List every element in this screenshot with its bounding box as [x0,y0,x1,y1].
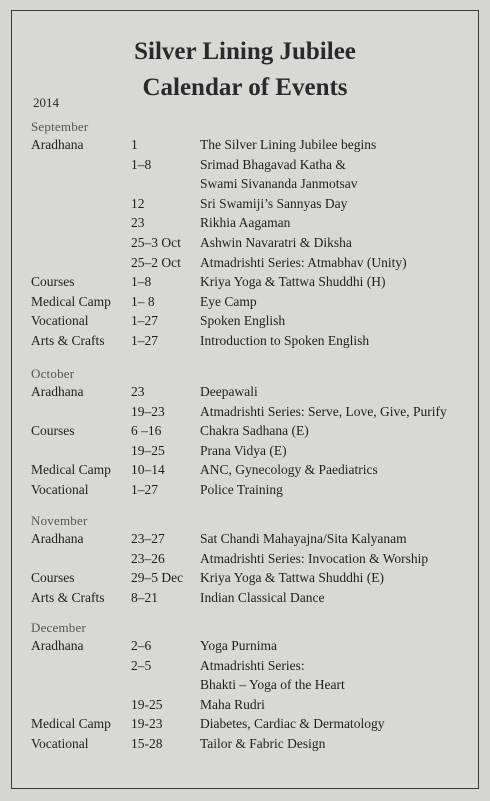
event-date: 19-25 [131,696,163,712]
event-row [0,157,490,177]
event-date: 23–26 [131,550,165,566]
event-category: Vocational [31,736,89,751]
event-date: 25–2 Oct [131,254,181,270]
event-row [0,697,490,717]
event-name: Kriya Yoga & Tattwa Shuddhi (E) [200,570,385,586]
event-date: 23 [131,384,145,399]
event-row [0,255,490,275]
month-heading: September [31,119,89,134]
event-category: Courses [31,570,75,586]
event-row [0,462,490,482]
event-row [0,736,490,756]
event-date: 10–14 [131,462,165,478]
event-row [0,313,490,333]
event-name: Indian Classical Dance [200,589,325,605]
event-name: Swami Sivananda Janmotsav [200,176,358,192]
event-name: Sat Chandi Mahayajna/Sita Kalyanam [200,531,407,546]
month-heading: November [31,513,88,528]
event-name: Deepawali [200,384,258,399]
event-name: Kriya Yoga & Tattwa Shuddhi (H) [200,274,386,290]
event-name: Introduction to Spoken English [200,333,370,348]
page-title: Silver Lining Jubilee [134,38,356,65]
event-row [0,294,490,314]
event-name: ANC, Gynecology & Paediatrics [200,462,378,478]
event-name: Bhakti – Yoga of the Heart [200,677,345,693]
event-row [0,235,490,255]
event-category: Medical Camp [31,462,111,478]
event-category: Courses [31,423,75,439]
event-date: 29–5 Dec [131,570,184,586]
event-row [0,551,490,571]
event-category: Arts & Crafts [31,589,105,605]
event-name: Spoken English [200,313,286,329]
event-row [0,677,490,697]
event-row [0,443,490,463]
month-heading: December [31,620,87,635]
event-name: Sri Swamiji’s Sannyas Day [200,195,348,211]
page-subtitle: Calendar of Events [142,74,348,101]
event-date: 19–25 [131,442,165,458]
event-name: Maha Rudri [200,696,265,712]
event-category: Aradhana [31,638,84,653]
event-date: 15-28 [131,736,163,751]
event-category: Medical Camp [31,293,111,309]
event-row [0,423,490,443]
event-name: Srimad Bhagavad Katha & [200,156,346,172]
event-date: 19–23 [131,403,165,419]
event-category: Aradhana [31,384,84,399]
event-row [0,384,490,404]
event-row [0,638,490,658]
event-row [0,404,490,424]
event-row [0,196,490,216]
event-date: 2–6 [131,638,152,653]
event-row [0,137,490,157]
event-category: Arts & Crafts [31,333,105,348]
event-row [0,482,490,502]
event-date: 12 [131,195,145,211]
event-row [0,333,490,353]
event-name: Prana Vidya (E) [200,442,287,458]
event-date: 6 –16 [131,423,162,439]
event-row [0,570,490,590]
event-name: Atmadrishti Series: [200,657,305,673]
year-label: 2014 [33,95,59,110]
event-row [0,274,490,294]
month-heading: October [31,366,75,381]
event-category: Courses [31,274,75,290]
event-name: Diabetes, Cardiac & Dermatology [200,716,385,732]
event-date: 19-23 [131,716,163,732]
event-date: 2–5 [131,657,152,673]
event-row [0,531,490,551]
event-name: Atmadrishti Series: Serve, Love, Give, Purify [200,403,447,419]
event-date: 1–27 [131,313,158,329]
event-name: Atmadrishti Series: Atmabhav (Unity) [200,254,407,270]
event-name: Chakra Sadhana (E) [200,423,309,439]
event-name: Atmadrishti Series: Invocation & Worship [200,550,429,566]
event-name: Ashwin Navaratri & Diksha [200,235,352,250]
event-row [0,590,490,610]
event-category: Medical Camp [31,716,111,732]
event-date: 1 [131,137,138,152]
event-date: 1–8 [131,274,152,290]
event-date: 1– 8 [131,293,155,309]
event-category: Vocational [31,313,89,329]
event-name: The Silver Lining Jubilee begins [200,137,377,152]
event-row [0,716,490,736]
event-name: Rikhia Aagaman [200,215,291,231]
event-date: 8–21 [131,589,158,605]
event-date: 23–27 [131,531,165,546]
event-date: 23 [131,215,145,231]
event-category: Vocational [31,482,89,497]
event-name: Yoga Purnima [200,638,278,653]
event-name: Eye Camp [200,293,257,309]
event-date: 1–27 [131,482,158,497]
event-date: 1–8 [131,156,152,172]
event-row [0,176,490,196]
event-date: 1–27 [131,333,158,348]
event-row [0,658,490,678]
event-name: Police Training [200,482,283,497]
event-date: 25–3 Oct [131,235,181,250]
event-category: Aradhana [31,137,84,152]
event-row [0,215,490,235]
event-category: Aradhana [31,531,84,546]
event-name: Tailor & Fabric Design [200,736,326,751]
